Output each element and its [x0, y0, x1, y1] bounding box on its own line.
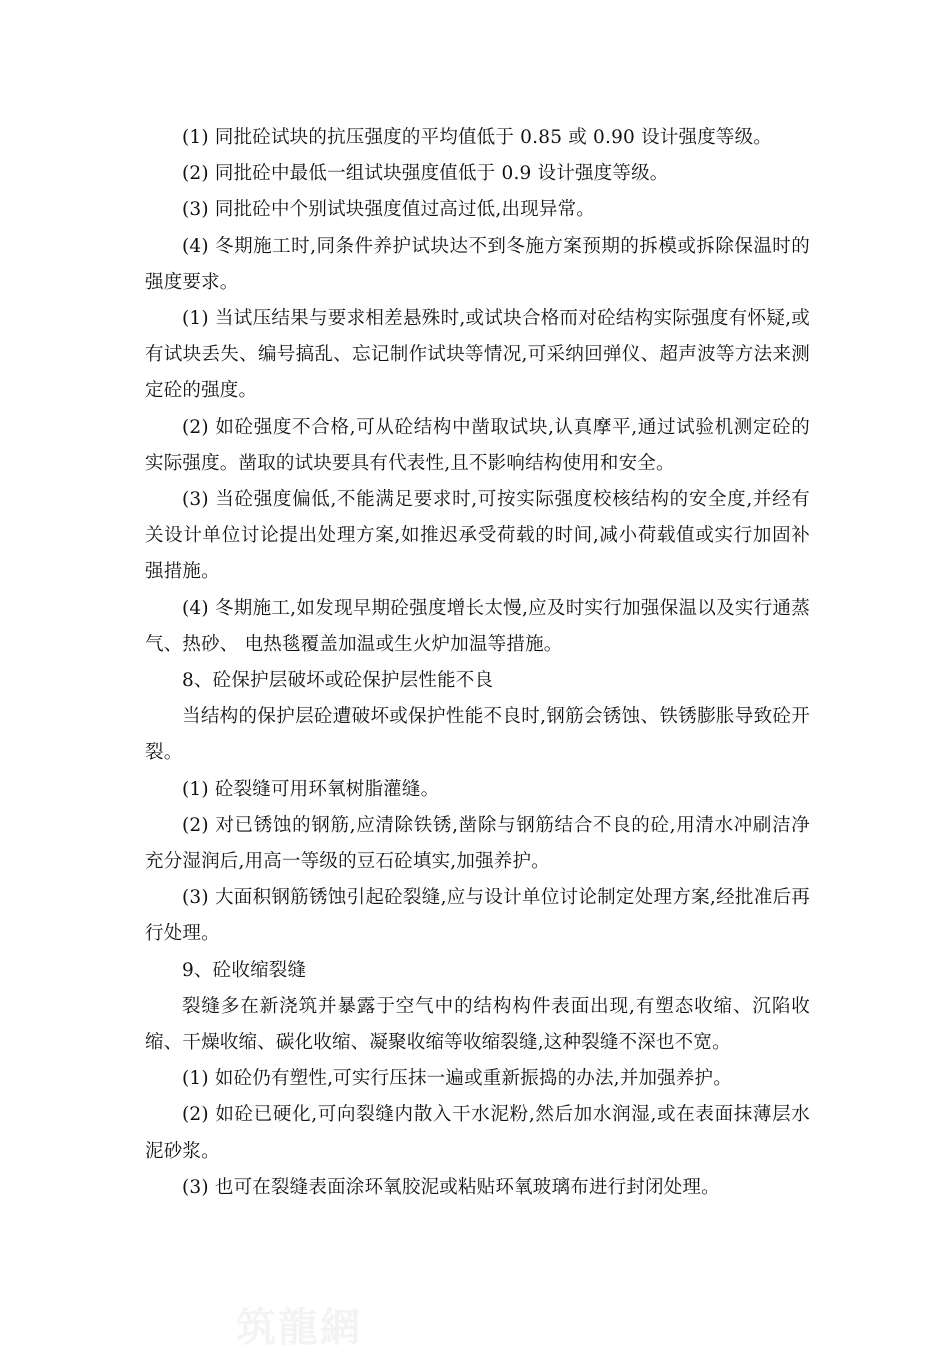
watermark-logo: 筑龍網	[236, 1304, 362, 1351]
paragraph: (3) 当砼强度偏低,不能满足要求时,可按实际强度校核结构的安全度,并经有关设计单位讨论提出处理方案,如推迟承受荷载的时间,减小荷载值或实行加固补强措施。	[145, 489, 810, 583]
paragraph: (1) 如砼仍有塑性,可实行压抹一遍或重新振捣的办法,并加强养护。	[182, 1068, 732, 1090]
paragraph: (4) 冬期施工时,同条件养护试块达不到冬施方案预期的拆模或拆除保温时的强度要求。	[145, 235, 810, 293]
paragraph: 裂缝多在新浇筑并暴露于空气中的结构构件表面出现,有塑态收缩、沉陷收缩、干燥收缩、碳化收缩、凝聚收缩等收缩裂缝,这种裂缝不深也不宽。	[145, 995, 810, 1054]
paragraph: (4) 冬期施工,如发现早期砼强度增长太慢,应及时实行加强保温以及实行通蒸气、热砂、 电热毯覆盖加温或生火炉加温等措施。	[145, 597, 810, 655]
document-body	[145, 120, 810, 1206]
section-heading: 8、砼保护层破坏或砼保护层性能不良	[182, 670, 494, 692]
paragraph: (3) 也可在裂缝表面涂环氧胶泥或粘贴环氧玻璃布进行封闭处理。	[182, 1176, 720, 1198]
paragraph: (1) 砼裂缝可用环氧树脂灌缝。	[182, 778, 440, 800]
paragraph: (2) 对已锈蚀的钢筋,应清除铁锈,凿除与钢筋结合不良的砼,用清水冲刷洁净充分湿润后,用高一等级的豆石砼填实,加强养护。	[145, 814, 810, 873]
paragraph: (3) 大面积钢筋锈蚀引起砼裂缝,应与设计单位讨论制定处理方案,经批准后再行处理。	[145, 887, 810, 945]
section-heading: 9、砼收缩裂缝	[182, 959, 307, 981]
paragraph: (1) 当试压结果与要求相差悬殊时,或试块合格而对砼结构实际强度有怀疑,或有试块丢失、编号搞乱、忘记制作试块等情况,可采纳回弹仪、超声波等方法来测定砼的强度。	[145, 308, 810, 402]
paragraph: (1) 同批砼试块的抗压强度的平均值低于 0.85 或 0.90 设计强度等级。	[182, 127, 772, 148]
paragraph: (2) 如砼已硬化,可向裂缝内散入干水泥粉,然后加水润湿,或在表面抹薄层水泥砂浆。	[145, 1104, 810, 1162]
paragraph: (3) 同批砼中个别试块强度值过高过低,出现异常。	[182, 199, 595, 221]
paragraph: (2) 同批砼中最低一组试块强度值低于 0.9 设计强度等级。	[182, 163, 669, 185]
paragraph: (2) 如砼强度不合格,可从砼结构中凿取试块,认真摩平,通过试验机测定砼的实际强度。凿取的试块要具有代表性,且不影响结构使用和安全。	[145, 416, 810, 474]
paragraph: 当结构的保护层砼遭破坏或保护性能不良时,钢筋会锈蚀、铁锈膨胀导致砼开裂。	[145, 706, 810, 764]
